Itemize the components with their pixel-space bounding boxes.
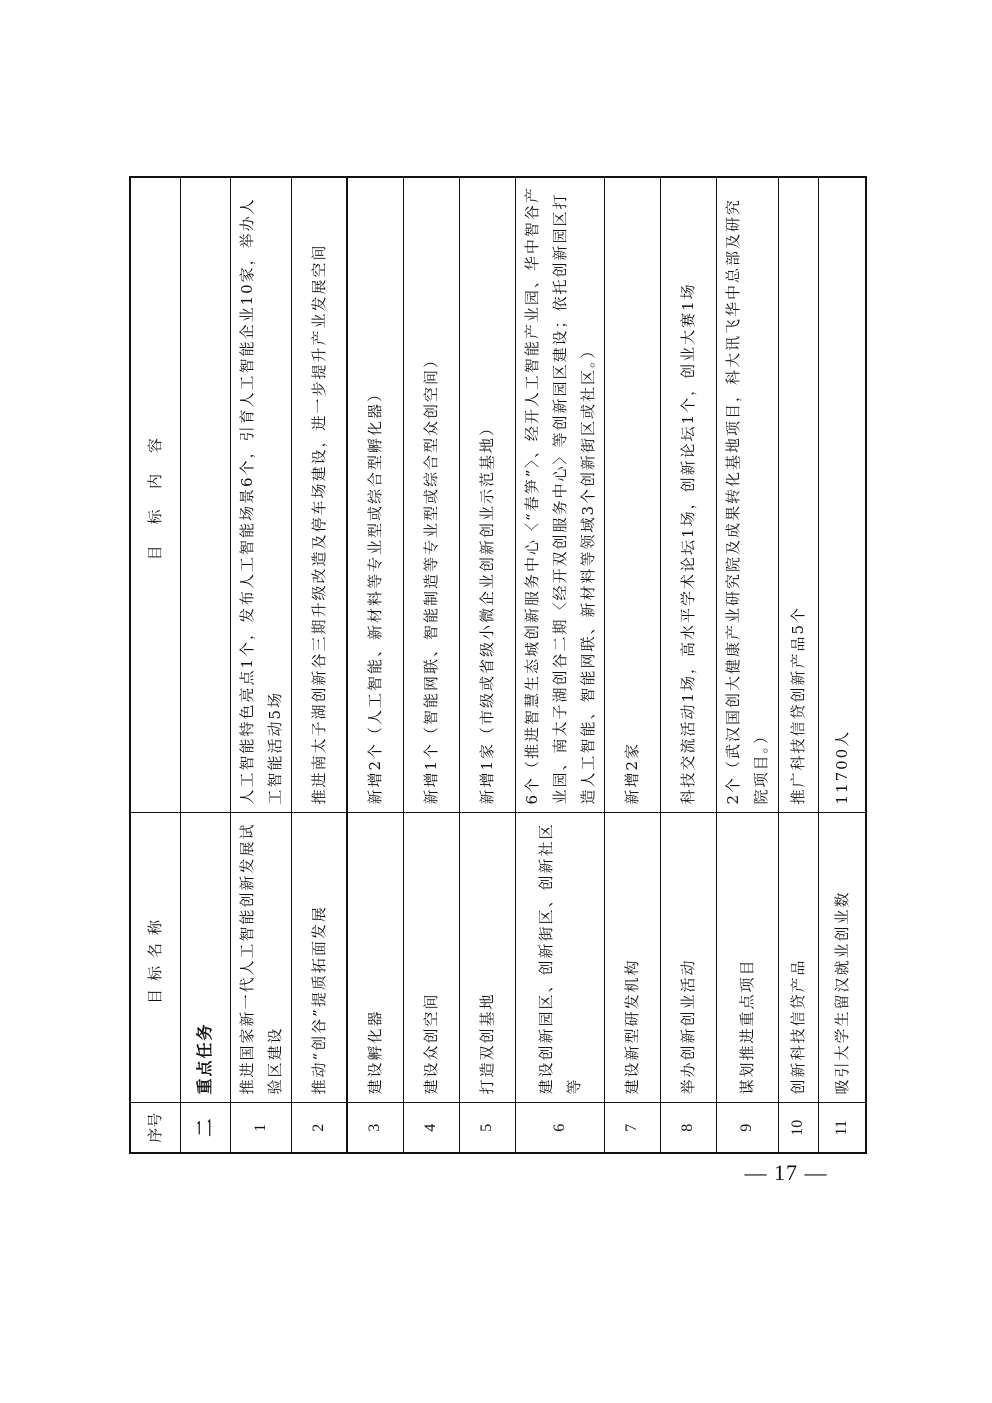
table-row — [230, 177, 291, 1153]
table-row — [515, 177, 604, 1153]
row-seq: 2 — [291, 1103, 347, 1153]
row-seq: 9 — [716, 1103, 778, 1153]
goals-table — [129, 176, 867, 1154]
page-number: — 17 — — [744, 1160, 828, 1185]
row-content: 人工智能特色亮点1个，发布人工智能场景6个，引育人工智能企业10家，举办人工智能活动5场 — [230, 177, 291, 813]
row-content: 新增2家 — [604, 177, 660, 813]
row-seq: 3 — [347, 1103, 403, 1153]
row-content: 科技交流活动1场，高水平学术论坛1场，创新论坛1个，创业大赛1场 — [660, 177, 716, 813]
row-content: 新增1个（智能网联、智能制造等专业型或综合型众创空间） — [403, 177, 459, 813]
row-name: 打造双创基地 — [459, 813, 515, 1103]
row-name: 谋划推进重点项目 — [716, 813, 778, 1103]
row-name: 推进国家新一代人工智能创新发展试验区建设 — [230, 813, 291, 1103]
section-row — [180, 177, 230, 1153]
row-seq: 5 — [459, 1103, 515, 1153]
section-title: 重点任务 — [180, 813, 230, 1103]
header-content: 目 标 内 容 — [130, 177, 180, 813]
row-seq: 6 — [515, 1103, 604, 1153]
row-content: 新增1家（市级或省级小微企业创新创业示范基地） — [459, 177, 515, 813]
table-row — [291, 177, 347, 1153]
row-seq: 1 — [230, 1103, 291, 1153]
section-blank — [180, 177, 230, 813]
row-content: 新增2个（人工智能、新材料等专业型或综合型孵化器） — [347, 177, 403, 813]
table-header-row — [130, 177, 180, 1153]
row-name: 建设孵化器 — [347, 813, 403, 1103]
row-name: 建设众创空间 — [403, 813, 459, 1103]
row-seq: 7 — [604, 1103, 660, 1153]
table-row — [347, 177, 403, 1153]
table-row — [716, 177, 778, 1153]
row-content: 推广科技信贷创新产品5个 — [778, 177, 818, 813]
row-content: 11700人 — [818, 177, 866, 813]
table-row — [818, 177, 866, 1153]
row-seq: 10 — [778, 1103, 818, 1153]
rotated-table-wrapper — [129, 178, 861, 1154]
row-name: 创新科技信贷产品 — [778, 813, 818, 1103]
table-row — [604, 177, 660, 1153]
row-content: 6个（推进智慧生态城创新服务中心〈“春笋”〉、经开人工智能产业园、华中智谷产业园、南太子湖创谷二期〈经开双创服务中心〉等创新园区建设；依托创新园区打造人工智能、智能网联、新材料等领域3个创新街区或社区。） — [515, 177, 604, 813]
row-name: 吸引大学生留汉就业创业数 — [818, 813, 866, 1103]
header-seq: 序号 — [130, 1103, 180, 1153]
row-name: 推动“创谷”提质拓面发展 — [291, 813, 347, 1103]
section-seq: 二 — [180, 1103, 230, 1153]
row-name: 举办创新创业活动 — [660, 813, 716, 1103]
table-row — [403, 177, 459, 1153]
row-seq: 11 — [818, 1103, 866, 1153]
row-seq: 8 — [660, 1103, 716, 1153]
table-row — [778, 177, 818, 1153]
table-row — [660, 177, 716, 1153]
row-seq: 4 — [403, 1103, 459, 1153]
row-content: 推进南太子湖创新谷三期升级改造及停车场建设，进一步提升产业发展空间 — [291, 177, 347, 813]
row-name: 建设新型研发机构 — [604, 813, 660, 1103]
table-row — [459, 177, 515, 1153]
row-content: 2个（武汉国创大健康产业研究院及成果转化基地项目，科大讯飞华中总部及研究院项目。） — [716, 177, 778, 813]
row-name: 建设创新园区、创新街区、创新社区等 — [515, 813, 604, 1103]
header-name: 目标名称 — [130, 813, 180, 1103]
